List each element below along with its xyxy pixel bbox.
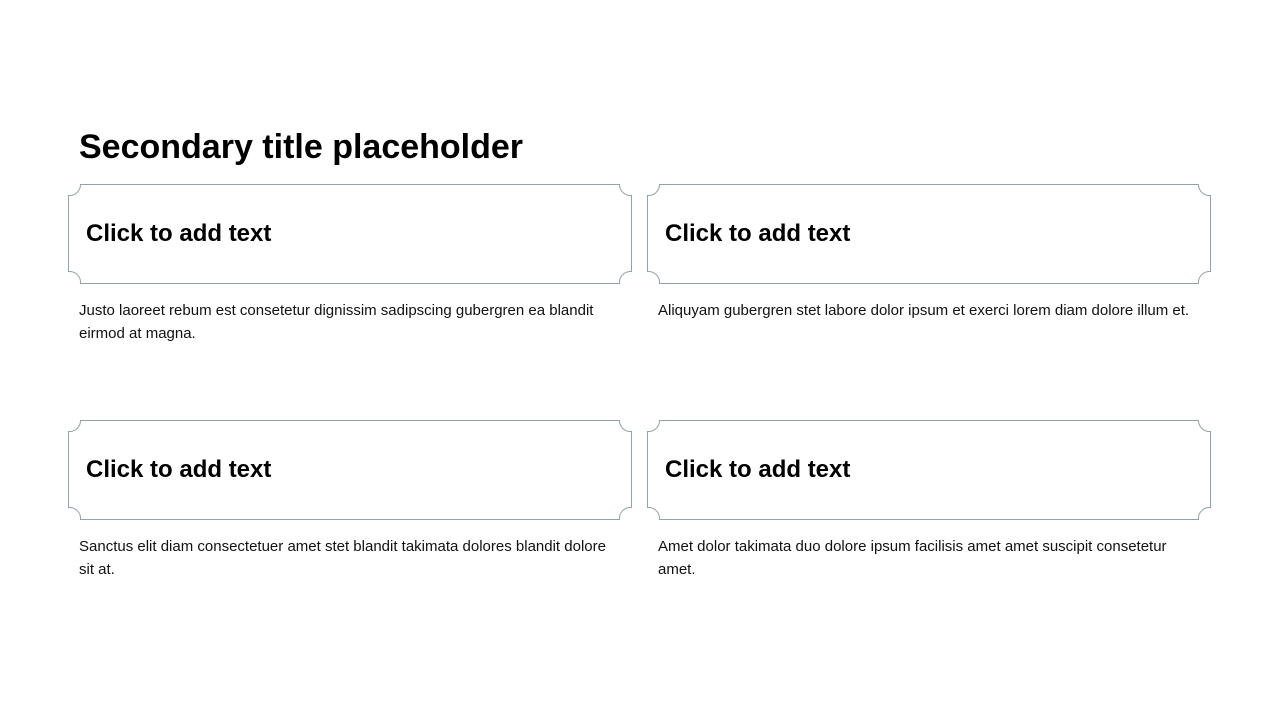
text-box-1[interactable] xyxy=(68,184,632,284)
card-heading[interactable]: Click to add text xyxy=(86,456,272,483)
card-body-text[interactable]: Justo laoreet rebum est consetetur dignissim sadipscing gubergren ea blandit eirmod at magna. xyxy=(79,302,594,342)
text-box-4[interactable] xyxy=(647,420,1211,520)
card-body-text[interactable]: Sanctus elit diam consectetuer amet stet blandit takimata dolores blandit dolore sit at. xyxy=(79,538,606,578)
card-body-text[interactable]: Aliquyam gubergren stet labore dolor ipsum et exerci lorem diam dolore illum et. xyxy=(658,302,1190,319)
card-heading[interactable]: Click to add text xyxy=(665,456,851,483)
card-heading[interactable]: Click to add text xyxy=(665,220,851,247)
text-box-3[interactable] xyxy=(68,420,632,520)
card-heading[interactable]: Click to add text xyxy=(86,220,272,247)
card-body-text[interactable]: Amet dolor takimata duo dolore ipsum facilisis amet amet suscipit consetetur amet. xyxy=(658,538,1167,578)
slide-title[interactable]: Secondary title placeholder xyxy=(79,128,524,166)
text-box-2[interactable] xyxy=(647,184,1211,284)
